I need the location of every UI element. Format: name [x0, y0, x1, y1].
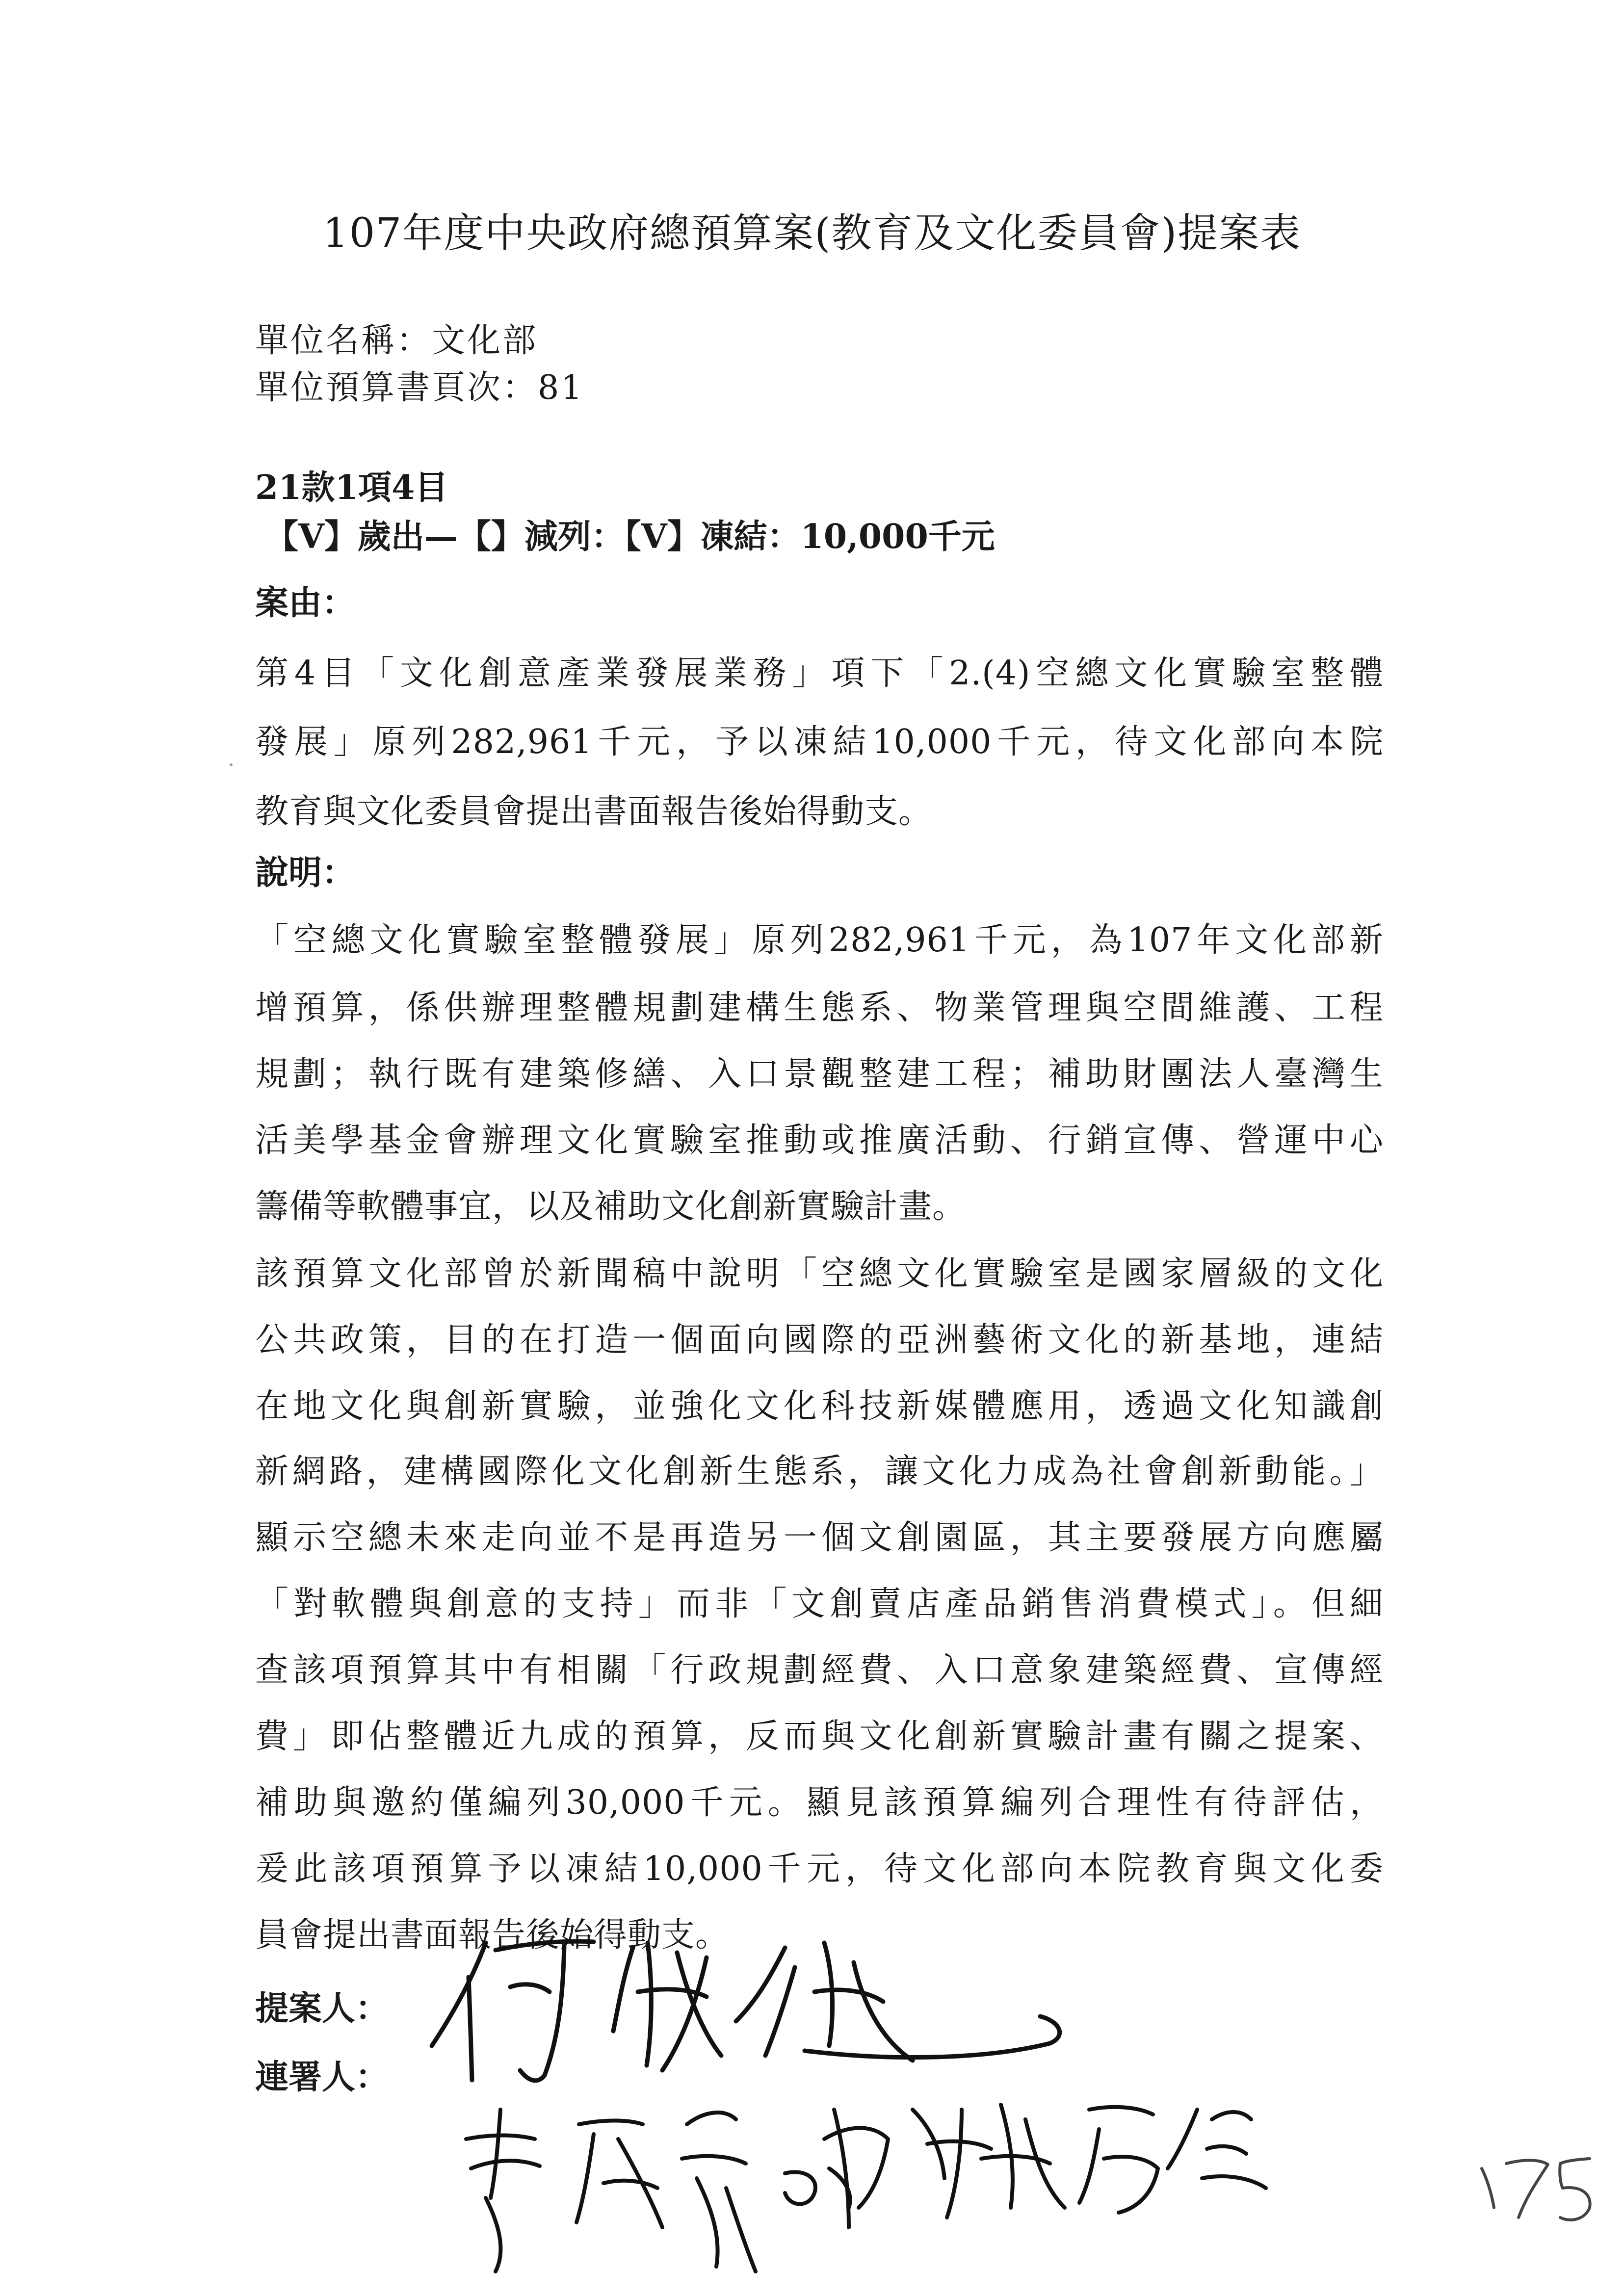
explanation-line: 爰此該項預算予以凍結10,000千元，待文化部向本院教育與文化委 — [255, 1850, 1384, 1888]
explanation-line: 籌備等軟體事宜，以及補助文化創新實驗計畫。 — [255, 1187, 967, 1226]
cosigner-signatures — [466, 2105, 1266, 2271]
budget-category: 【V】歲出—【】減列：【V】凍結：10,000千元 — [265, 517, 995, 556]
budget-page: 單位預算書頁次：81 — [255, 368, 584, 407]
proposer-signature — [432, 1941, 1060, 2081]
explanation-line: 增預算，係供辦理整體規劃建構生態系、物業管理與空間維護、工程 — [255, 989, 1384, 1027]
explanation-line: 員會提出書面報告後始得動支。 — [255, 1916, 730, 1955]
explanation-line: 活美學基金會辦理文化實驗室推動或推廣活動、行銷宣傳、營運中心 — [255, 1121, 1384, 1160]
explanation-line: 費」即佔整體近九成的預算，反而與文化創新實驗計畫有關之提案、 — [255, 1717, 1384, 1756]
explanation-line: 新網路，建構國際化文化創新生態系，讓文化力成為社會創新動能。」 — [255, 1452, 1384, 1491]
proposer-label: 提案人： — [255, 1989, 389, 2028]
explanation-line: 查該項預算其中有相關「行政規劃經費、入口意象建築經費、宣傳經 — [255, 1651, 1384, 1690]
reason-line: 教育與文化委員會提出書面報告後始得動支。 — [255, 792, 933, 831]
explanation-line: 在地文化與創新實驗，並強化文化科技新媒體應用，透過文化知識創 — [255, 1387, 1384, 1426]
section-code: 21款1項4目 — [255, 468, 448, 507]
unit-name: 單位名稱：文化部 — [255, 321, 538, 360]
explanation-line: 該預算文化部曾於新聞稿中說明「空總文化實驗室是國家層級的文化 — [255, 1254, 1384, 1293]
page-number-handwritten — [1482, 2159, 1590, 2220]
cosigner-label: 連署人： — [255, 2058, 389, 2097]
explanation-line: 規劃；執行既有建築修繕、入口景觀整建工程；補助財團法人臺灣生 — [255, 1055, 1384, 1094]
explanation-line: 「對軟體與創意的支持」而非「文創賣店產品銷售消費模式」。但細 — [255, 1585, 1384, 1623]
explanation-line: 顯示空總未來走向並不是再造另一個文創園區，其主要發展方向應屬 — [255, 1518, 1384, 1557]
explanation-heading: 說明： — [255, 853, 356, 892]
explanation-line: 補助與邀約僅編列30,000千元。顯見該預算編列合理性有待評估， — [255, 1783, 1384, 1822]
reason-heading: 案由： — [255, 583, 356, 623]
reason-line: 發展」原列282,961千元，予以凍結10,000千元，待文化部向本院 — [255, 723, 1384, 761]
explanation-line: 公共政策，目的在打造一個面向國際的亞洲藝術文化的新基地，連結 — [255, 1321, 1384, 1359]
document-title: 107年度中央政府總預算案(教育及文化委員會)提案表 — [322, 210, 1302, 257]
explanation-line: 「空總文化實驗室整體發展」原列282,961千元，為107年文化部新 — [255, 921, 1384, 960]
reason-line: 第4目「文化創意產業發展業務」項下「2.(4)空總文化實驗室整體 — [255, 654, 1384, 693]
